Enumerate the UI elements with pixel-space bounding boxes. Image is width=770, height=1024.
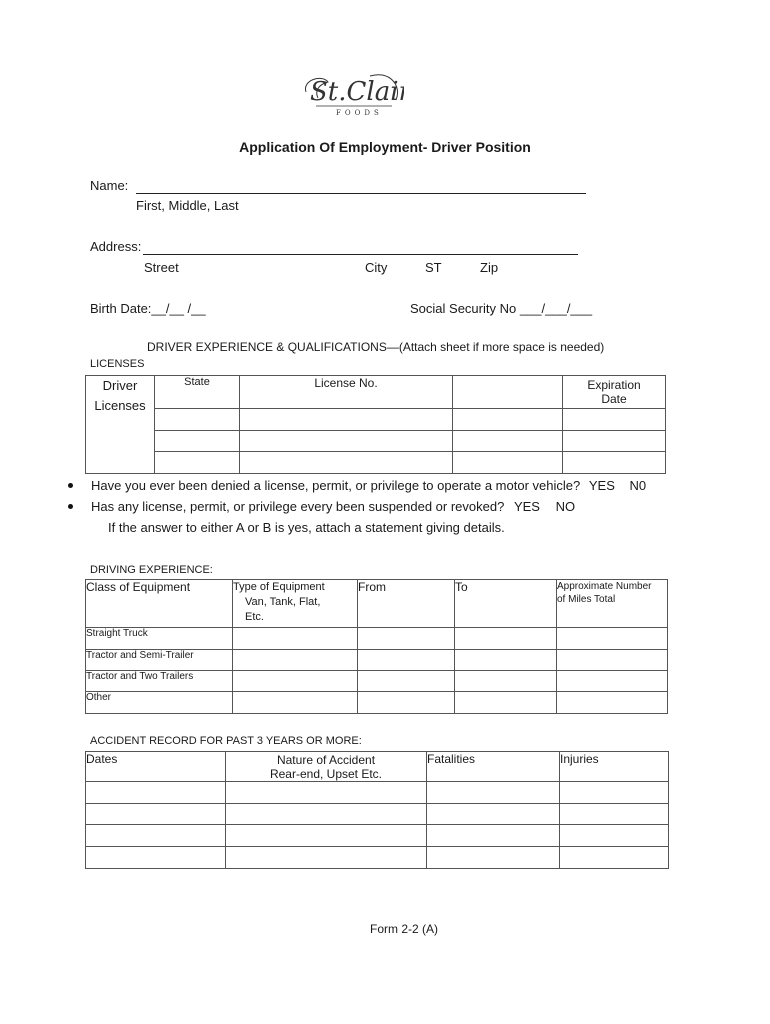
driving-experience-heading: DRIVING EXPERIENCE: (90, 564, 213, 576)
driver-licenses-header (86, 376, 155, 474)
equipment-to-cell[interactable] (455, 671, 557, 692)
license-no-header: License No. (240, 376, 453, 409)
logo-wordmark: St.Clair (310, 77, 404, 107)
license-blank-cell[interactable] (453, 431, 563, 452)
driver-label: Driver (102, 378, 138, 393)
license-blank-cell[interactable] (453, 452, 563, 474)
accident-fatalities-cell[interactable] (427, 825, 560, 847)
question-suspended-license (91, 499, 575, 514)
license-state-cell[interactable] (155, 409, 240, 431)
state-hint: ST (425, 260, 442, 275)
accident-injuries-cell[interactable] (560, 847, 669, 869)
driving-experience-table (85, 579, 668, 714)
form-id: Form 2-2 (A) (369, 922, 438, 936)
nature-label-2: Rear-end, Upset Etc. (269, 767, 383, 781)
equipment-class-other: Other (86, 692, 233, 714)
to-header: To (455, 580, 557, 628)
date-label: Date (601, 392, 627, 406)
blank-header (453, 376, 563, 409)
accident-date-cell[interactable] (86, 847, 226, 869)
type-label-1: Type of Equipment (233, 581, 325, 593)
license-expiration-cell[interactable] (563, 452, 666, 474)
equipment-miles-cell[interactable] (557, 692, 668, 714)
equipment-type-cell[interactable] (233, 650, 358, 671)
accident-nature-cell[interactable] (226, 804, 427, 825)
equipment-type-cell[interactable] (233, 628, 358, 650)
address-label: Address: (90, 239, 142, 254)
equipment-from-cell[interactable] (358, 650, 455, 671)
question-suspended-no[interactable]: NO (555, 499, 576, 514)
equipment-type-cell[interactable] (233, 692, 358, 714)
qualifications-heading: DRIVER EXPERIENCE & QUALIFICATIONS—(Attach sheet if more space is needed) (147, 340, 605, 354)
equipment-from-cell[interactable] (358, 628, 455, 650)
equipment-class-tractor-two-trailers: Tractor and Two Trailers (86, 671, 233, 692)
accident-fatalities-cell[interactable] (427, 804, 560, 825)
question-suspended-text: Has any license, permit, or privilege every been suspended or revoked? (91, 499, 505, 514)
equipment-to-cell[interactable] (455, 628, 557, 650)
name-field-line[interactable] (136, 193, 586, 194)
equipment-miles-cell[interactable] (557, 650, 668, 671)
question-denied-license (91, 478, 646, 493)
license-state-cell[interactable] (155, 431, 240, 452)
accident-nature-cell[interactable] (226, 782, 427, 804)
miles-header (557, 580, 668, 628)
bullet-icon (68, 483, 73, 488)
from-header: From (358, 580, 455, 628)
equipment-to-cell[interactable] (455, 692, 557, 714)
fatalities-header: Fatalities (427, 752, 560, 782)
ssn-field[interactable]: Social Security No ___/___/___ (410, 301, 593, 316)
licenses-label-cell: Licenses (94, 398, 146, 413)
accident-nature-cell[interactable] (226, 847, 427, 869)
accident-fatalities-cell[interactable] (427, 847, 560, 869)
accident-record-heading: ACCIDENT RECORD FOR PAST 3 YEARS OR MORE: (90, 735, 362, 747)
accident-date-cell[interactable] (86, 825, 226, 847)
type-label-3: Etc. (245, 611, 264, 623)
license-blank-cell[interactable] (453, 409, 563, 431)
licenses-label: LICENSES (90, 358, 145, 370)
accident-injuries-cell[interactable] (560, 782, 669, 804)
birth-date-field[interactable]: Birth Date:__/__ /__ (90, 301, 206, 316)
license-number-cell[interactable] (240, 431, 453, 452)
accident-date-cell[interactable] (86, 804, 226, 825)
nature-label-1: Nature of Accident (276, 753, 376, 767)
accident-fatalities-cell[interactable] (427, 782, 560, 804)
licenses-table (85, 375, 666, 474)
address-field-line[interactable] (143, 254, 578, 255)
equipment-class-tractor-semi-trailer: Tractor and Semi-Trailer (86, 650, 233, 671)
license-number-cell[interactable] (240, 409, 453, 431)
nature-header (226, 752, 427, 782)
equipment-miles-cell[interactable] (557, 671, 668, 692)
accident-date-cell[interactable] (86, 782, 226, 804)
dates-header: Dates (86, 752, 226, 782)
expiration-label: Expiration (587, 378, 641, 392)
equipment-to-cell[interactable] (455, 650, 557, 671)
state-header: State (155, 376, 240, 409)
type-of-equipment-header (233, 580, 358, 628)
name-hint: First, Middle, Last (136, 198, 239, 213)
equipment-from-cell[interactable] (358, 671, 455, 692)
miles-label-2: of Miles Total (557, 594, 616, 605)
company-logo (300, 66, 404, 118)
expiration-header (563, 376, 666, 409)
name-label: Name: (90, 178, 129, 193)
city-hint: City (365, 260, 388, 275)
street-hint: Street (144, 260, 179, 275)
equipment-from-cell[interactable] (358, 692, 455, 714)
bullet-icon (68, 504, 73, 509)
equipment-class-straight-truck: Straight Truck (86, 628, 233, 650)
accident-injuries-cell[interactable] (560, 804, 669, 825)
questions-note: If the answer to either A or B is yes, attach a statement giving details. (108, 520, 505, 535)
class-of-equipment-header: Class of Equipment (86, 580, 233, 628)
zip-hint: Zip (480, 260, 499, 275)
license-number-cell[interactable] (240, 452, 453, 474)
license-expiration-cell[interactable] (563, 409, 666, 431)
logo-subtext: FOODS (336, 109, 383, 117)
accident-record-table (85, 751, 669, 869)
injuries-header: Injuries (560, 752, 669, 782)
equipment-miles-cell[interactable] (557, 628, 668, 650)
type-label-2: Van, Tank, Flat, (245, 596, 321, 608)
accident-injuries-cell[interactable] (560, 825, 669, 847)
accident-nature-cell[interactable] (226, 825, 427, 847)
page-title: Application Of Employment- Driver Position (239, 139, 531, 155)
question-denied-text: Have you ever been denied a license, permit, or privilege to operate a motor vehicle? (91, 478, 581, 493)
license-expiration-cell[interactable] (563, 431, 666, 452)
question-suspended-yes[interactable]: YES (513, 499, 540, 514)
question-denied-no[interactable]: N0 (629, 478, 647, 493)
miles-label-1: Approximate Number (557, 581, 652, 592)
equipment-type-cell[interactable] (233, 671, 358, 692)
question-denied-yes[interactable]: YES (588, 478, 615, 493)
license-state-cell[interactable] (155, 452, 240, 474)
